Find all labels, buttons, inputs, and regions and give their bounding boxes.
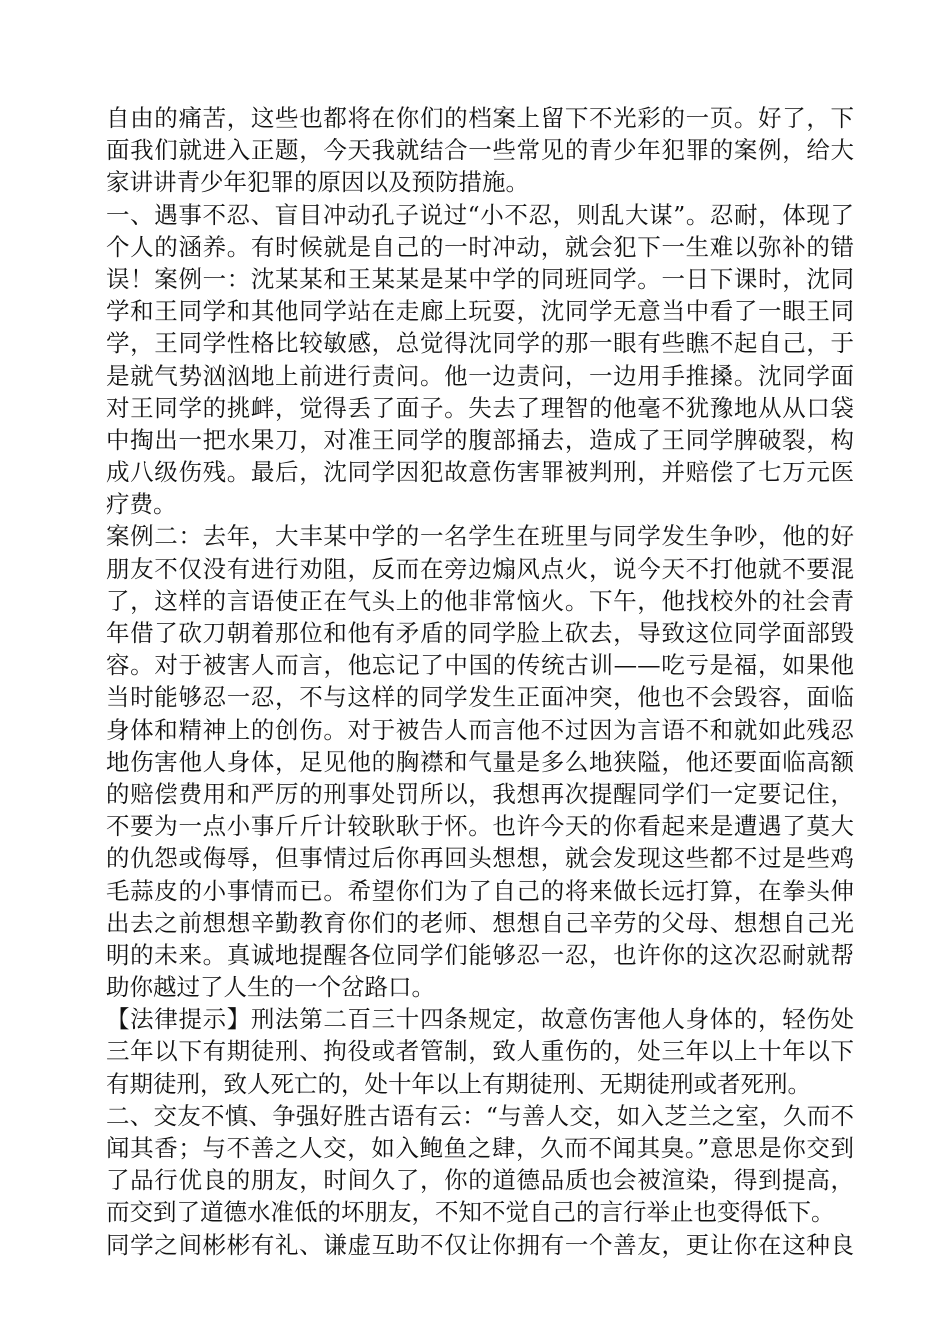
text-line: 身体和精神上的创伤。对于被告人而言他不过因为言语不和就如此残忍 [106, 715, 854, 744]
text-line: 地伤害他人身体，足见他的胸襟和气量是多么地狭隘，他还要面临高额 [106, 747, 854, 776]
text-line: 成八级伤残。最后，沈同学因犯故意伤害罪被判刑，并赔偿了七万元医 [106, 458, 854, 487]
text-line: 的赔偿费用和严厉的刑事处罚所以，我想再次提醒同学们一定要记住， [106, 779, 854, 808]
text-line: 的仇怨或侮辱，但事情过后你再回头想想，就会发现这些都不过是些鸡 [106, 844, 854, 873]
text-line: 个人的涵养。有时候就是自己的一时冲动，就会犯下一生难以弥补的错 [106, 232, 854, 261]
text-line: 案例二：去年，大丰某中学的一名学生在班里与同学发生争吵，他的好 [106, 522, 854, 551]
text-line: 自由的痛苦，这些也都将在你们的档案上留下不光彩的一页。好了，下 [106, 104, 854, 132]
text-line: 家讲讲青少年犯罪的原因以及预防措施。 [106, 168, 529, 197]
section-heading-line: 一、遇事不忍、盲目冲动孔子说过“小不忍，则乱大谋”。忍耐，体现了 [106, 200, 854, 229]
text-line: 同学之间彬彬有礼、谦虚互助不仅让你拥有一个善友，更让你在这种良 [106, 1230, 854, 1259]
text-line: 容。对于被害人而言，他忘记了中国的传统古训——吃亏是福，如果他 [106, 651, 854, 680]
text-line: 有期徒刑，致人死亡的，处十年以上有期徒刑、无期徒刑或者死刑。 [106, 1069, 811, 1098]
text-line: 年借了砍刀朝着那位和他有矛盾的同学脸上砍去，导致这位同学面部毁 [106, 619, 854, 647]
text-line: 而交到了道德水准低的坏朋友，不知不觉自己的言行举止也变得低下。 [106, 1198, 835, 1227]
text-line: 朋友不仅没有进行劝阻，反而在旁边煽风点火，说今天不打他就不要混 [106, 554, 854, 583]
text-line: 是就气势汹汹地上前进行责问。他一边责问，一边用手推搡。沈同学面 [106, 361, 854, 390]
text-line: 出去之前想想辛勤教育你们的老师、想想自己辛劳的父母、想想自己光 [106, 908, 854, 937]
text-line: 学和王同学和其他同学站在走廊上玩耍，沈同学无意当中看了一眼王同 [106, 297, 854, 326]
text-line: 不要为一点小事斤斤计较耿耿于怀。也许今天的你看起来是遭遇了莫大 [106, 812, 854, 841]
text-line: 闻其香；与不善之人交，如入鲍鱼之肆，久而不闻其臭。”意思是你交到 [106, 1134, 854, 1162]
text-line: 疗费。 [106, 490, 177, 519]
text-line: 误！案例一：沈某某和王某某是某中学的同班同学。一日下课时，沈同 [106, 264, 854, 293]
text-line: 学，王同学性格比较敏感，总觉得沈同学的那一眼有些瞧不起自己，于 [106, 329, 854, 358]
text-line: 面我们就进入正题，今天我就结合一些常见的青少年犯罪的案例，给大 [106, 136, 854, 165]
text-line: 当时能够忍一忍，不与这样的同学发生正面冲突，他也不会毁容，面临 [106, 683, 854, 712]
text-line: 对王同学的挑衅，觉得丢了面子。失去了理智的他毫不犹豫地从从口袋 [106, 393, 854, 422]
text-line: 毛蒜皮的小事情而已。希望你们为了自己的将来做长远打算，在拳头伸 [106, 876, 854, 905]
section-heading-line: 二、交友不慎、争强好胜古语有云：“与善人交，如入芝兰之室，久而不 [106, 1101, 854, 1130]
text-line: 明的未来。真诚地提醒各位同学们能够忍一忍，也许你的这次忍耐就帮 [106, 940, 854, 969]
text-line: 了，这样的言语使正在气头上的他非常恼火。下午，他找校外的社会青 [106, 586, 854, 615]
text-line: 中掏出一把水果刀，对准王同学的腹部捅去，造成了王同学脾破裂，构 [106, 425, 854, 454]
text-line: 三年以下有期徒刑、拘役或者管制，致人重伤的，处三年以上十年以下 [106, 1037, 854, 1066]
document-page [106, 102, 854, 1261]
text-line: 了品行优良的朋友，时间久了，你的道德品质也会被渲染，得到提高， [106, 1166, 854, 1195]
text-line: 助你越过了人生的一个岔路口。 [106, 973, 435, 1002]
legal-note-line: 【法律提示】刑法第二百三十四条规定，故意伤害他人身体的，轻伤处 [106, 1005, 854, 1034]
